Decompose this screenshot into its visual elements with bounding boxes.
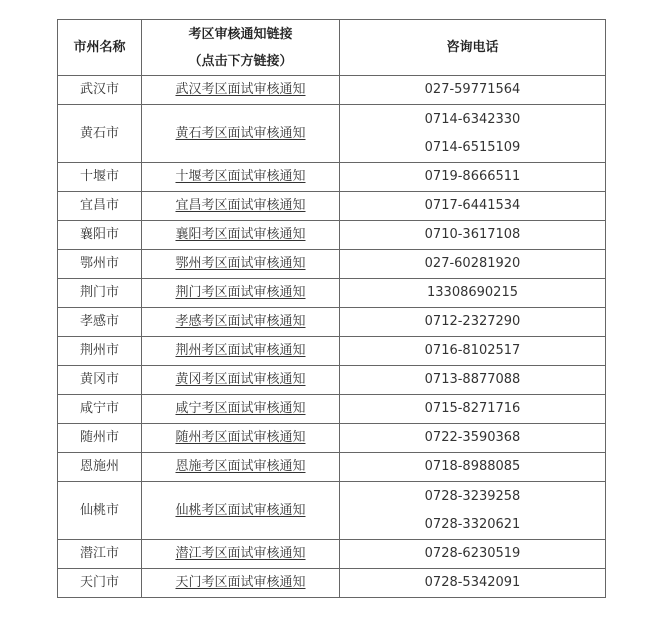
phone-number: 0728-3239258 [424, 488, 521, 504]
notice-link[interactable]: 荆门考区面试审核通知 [175, 285, 306, 300]
phone-cell [340, 308, 606, 337]
notice-link-cell [142, 569, 340, 598]
notice-link[interactable]: 十堰考区面试审核通知 [175, 169, 306, 184]
table-row [58, 250, 606, 279]
notice-link-cell [142, 337, 340, 366]
phone-number: 0717-6441534 [424, 198, 521, 213]
city-name-cell: 鄂州市 [58, 250, 142, 279]
phone-cell [340, 337, 606, 366]
notice-link-cell [142, 424, 340, 453]
notice-link[interactable]: 黄石考区面试审核通知 [175, 125, 306, 141]
city-name-cell: 十堰市 [58, 163, 142, 192]
phone-cell [340, 76, 606, 105]
phone-cell [340, 569, 606, 598]
phone-cell [340, 482, 606, 540]
phone-cell [340, 424, 606, 453]
notice-link-cell [142, 76, 340, 105]
table-row [58, 308, 606, 337]
table-row [58, 540, 606, 569]
table-row [58, 337, 606, 366]
notice-link-cell [142, 192, 340, 221]
header-link-hint: （点击下方链接） [188, 53, 293, 69]
table-row [58, 221, 606, 250]
phone-cell [340, 395, 606, 424]
phone-number: 0722-3590368 [424, 430, 521, 445]
header-city: 市州名称 [58, 20, 142, 76]
phone-cell [340, 105, 606, 163]
phone-cell [340, 453, 606, 482]
phone-cell [340, 221, 606, 250]
city-name-cell: 孝感市 [58, 308, 142, 337]
table-row [58, 279, 606, 308]
notice-link-cell [142, 308, 340, 337]
phone-number: 0728-3320621 [424, 516, 521, 532]
notice-link[interactable]: 仙桃考区面试审核通知 [175, 502, 306, 518]
notice-link-cell [142, 221, 340, 250]
city-name-cell: 潜江市 [58, 540, 142, 569]
notice-link-cell [142, 482, 340, 540]
phone-number: 0718-8988085 [424, 459, 521, 474]
notice-link[interactable]: 随州考区面试审核通知 [175, 430, 306, 445]
city-name-cell: 荆门市 [58, 279, 142, 308]
notice-link[interactable]: 襄阳考区面试审核通知 [175, 227, 306, 242]
phone-cell [340, 366, 606, 395]
city-name-cell: 随州市 [58, 424, 142, 453]
notice-link[interactable]: 武汉考区面试审核通知 [175, 82, 306, 97]
exam-area-notice-table [57, 19, 606, 598]
phone-number: 0714-6342330 [424, 111, 521, 127]
city-name-cell: 宜昌市 [58, 192, 142, 221]
notice-link-cell [142, 279, 340, 308]
notice-link-cell [142, 250, 340, 279]
table-header-row [58, 20, 606, 76]
city-name-cell: 仙桃市 [58, 482, 142, 540]
notice-link[interactable]: 鄂州考区面试审核通知 [175, 256, 306, 271]
table-row [58, 482, 606, 540]
table-row [58, 163, 606, 192]
notice-link[interactable]: 潜江考区面试审核通知 [175, 546, 306, 561]
table-row [58, 453, 606, 482]
phone-cell [340, 540, 606, 569]
header-link [142, 20, 340, 76]
notice-link[interactable]: 宜昌考区面试审核通知 [175, 198, 306, 213]
phone-number: 0710-3617108 [424, 227, 521, 242]
table-row [58, 395, 606, 424]
notice-link-cell [142, 366, 340, 395]
notice-link-cell [142, 453, 340, 482]
phone-number: 0712-2327290 [424, 314, 521, 329]
phone-number: 0714-6515109 [424, 139, 521, 155]
city-name-cell: 天门市 [58, 569, 142, 598]
table-row [58, 366, 606, 395]
notice-link[interactable]: 咸宁考区面试审核通知 [175, 401, 306, 416]
table-body [58, 76, 606, 598]
notice-link-cell [142, 395, 340, 424]
table-row [58, 76, 606, 105]
notice-link[interactable]: 孝感考区面试审核通知 [175, 314, 306, 329]
notice-link[interactable]: 黄冈考区面试审核通知 [175, 372, 306, 387]
phone-number: 0713-8877088 [424, 372, 521, 387]
notice-link-cell [142, 163, 340, 192]
phone-cell [340, 192, 606, 221]
city-name-cell: 襄阳市 [58, 221, 142, 250]
table-row [58, 192, 606, 221]
phone-number: 027-59771564 [424, 82, 521, 97]
city-name-cell: 黄冈市 [58, 366, 142, 395]
phone-number: 0728-6230519 [424, 546, 521, 561]
phone-cell [340, 279, 606, 308]
header-phone: 咨询电话 [340, 20, 606, 76]
notice-link-cell [142, 540, 340, 569]
city-name-cell: 武汉市 [58, 76, 142, 105]
city-name-cell: 恩施州 [58, 453, 142, 482]
city-name-cell: 荆州市 [58, 337, 142, 366]
city-name-cell: 黄石市 [58, 105, 142, 163]
notice-link[interactable]: 恩施考区面试审核通知 [175, 459, 306, 474]
phone-cell [340, 250, 606, 279]
table-row [58, 569, 606, 598]
table-row [58, 105, 606, 163]
notice-link[interactable]: 荆州考区面试审核通知 [175, 343, 306, 358]
phone-number: 0728-5342091 [424, 575, 521, 590]
phone-cell [340, 163, 606, 192]
table-row [58, 424, 606, 453]
phone-number: 0716-8102517 [424, 343, 521, 358]
phone-number: 0715-8271716 [424, 401, 521, 416]
phone-number: 027-60281920 [424, 256, 521, 271]
notice-link-cell [142, 105, 340, 163]
phone-number: 13308690215 [427, 285, 518, 300]
city-name-cell: 咸宁市 [58, 395, 142, 424]
header-link-title: 考区审核通知链接 [188, 26, 293, 42]
notice-link[interactable]: 天门考区面试审核通知 [175, 575, 306, 590]
phone-number: 0719-8666511 [424, 169, 521, 184]
